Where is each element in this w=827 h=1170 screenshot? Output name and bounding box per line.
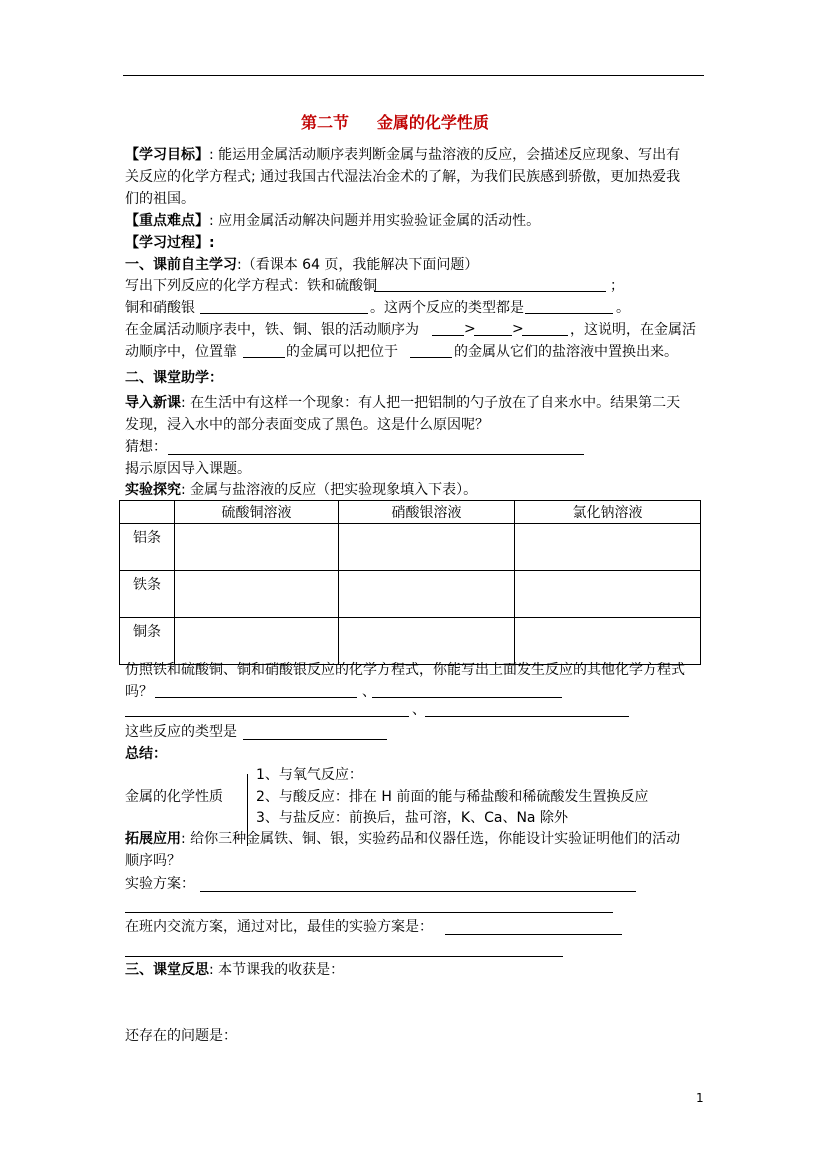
blank-reaction-type[interactable] — [525, 313, 613, 314]
blank-fe-cuso4[interactable] — [374, 291, 606, 292]
goals-line1 — [125, 145, 680, 165]
sec1-l2b: 。这两个反应的类型都是 — [370, 300, 524, 316]
guess-label: 猜想： — [125, 439, 167, 455]
goals-text: : 能运用金属活动顺序表判断金属与盐溶液的反应，会描述反应现象、写出有 — [209, 147, 681, 163]
prop-2: 2、与酸反应：排在 H 前面的能与稀盐酸和稀硫酸发生置换反应 — [256, 789, 649, 805]
best-blank-2[interactable] — [125, 956, 563, 957]
sec3-line — [125, 960, 344, 980]
equation-blank-1[interactable] — [155, 697, 357, 698]
cell-cu-nacl[interactable] — [515, 618, 701, 665]
intro-text: : 在生活中有这样一个现象：有人把一把铝制的勺子放在了自来水中。结果第二天 — [181, 395, 681, 411]
equation-blank-4[interactable] — [425, 716, 629, 717]
blank-order-1[interactable] — [432, 335, 464, 336]
row-label-al: 铝条 — [120, 524, 175, 571]
table-header-cuso4: 硫酸铜溶液 — [175, 501, 339, 524]
row-label-fe: 铁条 — [120, 571, 175, 618]
cell-fe-nacl[interactable] — [515, 571, 701, 618]
sec2-heading: 二、课堂助学： — [125, 370, 223, 386]
sec1-l1b: ； — [610, 278, 624, 294]
sec1-l1a: 写出下列反应的化学方程式：铁和硫酸铜 — [125, 278, 377, 294]
process-label: 【学习过程】: — [125, 235, 215, 251]
guess-blank[interactable] — [168, 454, 584, 455]
sep-2: 、 — [412, 702, 426, 718]
table-header-agno3: 硝酸银溶液 — [339, 501, 515, 524]
goals-label: 【学习目标】 — [125, 147, 209, 163]
sec1-l4a: 动顺序中，位置靠 — [125, 344, 237, 360]
blank-order-2[interactable] — [474, 335, 512, 336]
plan-blank-2[interactable] — [125, 912, 613, 913]
key-text: : 应用金属活动解决问题并用实验验证金属的活动性。 — [209, 213, 541, 229]
sep-1: 、 — [362, 684, 376, 700]
intro-label: 导入新课 — [125, 395, 181, 411]
table-row — [120, 524, 701, 571]
imitate-line1: 仿照铁和硫酸铜、铜和硝酸银反应的化学方程式，你能写出上面发生反应的其他化学方程式 — [125, 662, 685, 678]
cell-cu-cuso4[interactable] — [175, 618, 339, 665]
props-label: 金属的化学性质 — [125, 789, 223, 805]
sec1-l4c: 的金属从它们的盐溶液中置换出来。 — [454, 344, 678, 360]
plan-label: 实验方案： — [125, 876, 195, 892]
imitate-line2: 吗？ — [125, 684, 153, 700]
exp-line — [125, 480, 477, 500]
sec1-l2a: 铜和硝酸银 — [125, 300, 195, 316]
page-title: 第二节 金属的化学性质 — [301, 113, 489, 132]
ext-label: 拓展应用 — [125, 831, 181, 847]
sec1-heading-line — [125, 255, 478, 275]
sec1-l2c: 。 — [616, 300, 630, 316]
best-label: 在班内交流方案，通过对比，最佳的实验方案是： — [125, 919, 433, 935]
key-points — [125, 211, 540, 231]
sec1-l3a: 在金属活动顺序表中，铁、铜、银的活动顺序为 — [125, 322, 419, 338]
summary-label: 总结： — [125, 746, 167, 762]
goals-line3: 们的祖国。 — [125, 191, 195, 207]
type-text: 这些反应的类型是 — [125, 724, 237, 740]
row-label-cu: 铜条 — [120, 618, 175, 665]
prop-1: 1、与氧气反应： — [256, 767, 363, 783]
type-blank[interactable] — [243, 739, 387, 740]
ext-text: : 给你三种金属铁、铜、银，实验药品和仪器任选，你能设计实验证明他们的活动 — [181, 831, 681, 847]
exp-label: 实验探究 — [125, 482, 181, 498]
sec1-l3b: ，这说明，在金属活 — [570, 322, 696, 338]
intro-line1 — [125, 393, 680, 413]
sec1-l4b: 的金属可以把位于 — [286, 344, 398, 360]
cell-al-agno3[interactable] — [339, 524, 515, 571]
header-rule — [123, 75, 704, 76]
table-header-row — [120, 501, 701, 524]
blank-order-3[interactable] — [522, 335, 568, 336]
sec3-problem: 还存在的问题是： — [125, 1028, 237, 1044]
plan-blank-1[interactable] — [200, 891, 636, 892]
page-number: 1 — [696, 1091, 704, 1105]
sec3-text: : 本节课我的收获是： — [209, 962, 345, 978]
cell-al-cuso4[interactable] — [175, 524, 339, 571]
cell-fe-agno3[interactable] — [339, 571, 515, 618]
prop-3: 3、与盐反应：前换后，盐可溶，K、Ca、Na 除外 — [256, 810, 568, 826]
gt-1: > — [464, 321, 476, 337]
table-row — [120, 571, 701, 618]
key-label: 【重点难点】 — [125, 213, 209, 229]
best-blank-1[interactable] — [445, 934, 622, 935]
ext-line1 — [125, 829, 680, 849]
equation-blank-2[interactable] — [372, 697, 562, 698]
ext-line2: 顺序吗？ — [125, 853, 181, 869]
sec1-note: :（看课本 64 页，我能解决下面问题） — [237, 257, 479, 273]
cell-cu-agno3[interactable] — [339, 618, 515, 665]
blank-back[interactable] — [410, 357, 452, 358]
sec3-heading: 三、课堂反思 — [125, 962, 209, 978]
exp-text: : 金属与盐溶液的反应（把实验现象填入下表）。 — [181, 482, 478, 498]
sec1-heading: 一、课前自主学习 — [125, 257, 237, 273]
blank-front[interactable] — [243, 357, 285, 358]
intro-line2: 发现，浸入水中的部分表面变成了黑色。这是什么原因呢？ — [125, 417, 489, 433]
blank-cu-agno3[interactable] — [200, 313, 368, 314]
table-row — [120, 618, 701, 665]
cell-al-nacl[interactable] — [515, 524, 701, 571]
gt-2: > — [512, 321, 524, 337]
equation-blank-3[interactable] — [125, 716, 409, 717]
goals-line2: 关反应的化学方程式; 通过我国古代湿法冶金术的了解，为我们民族感到骄傲，更加热爱我 — [125, 169, 681, 185]
table-header-corner — [120, 501, 175, 524]
cell-fe-cuso4[interactable] — [175, 571, 339, 618]
experiment-table — [119, 500, 701, 665]
reveal-text: 揭示原因导入课题。 — [125, 461, 251, 477]
table-header-nacl: 氯化钠溶液 — [515, 501, 701, 524]
